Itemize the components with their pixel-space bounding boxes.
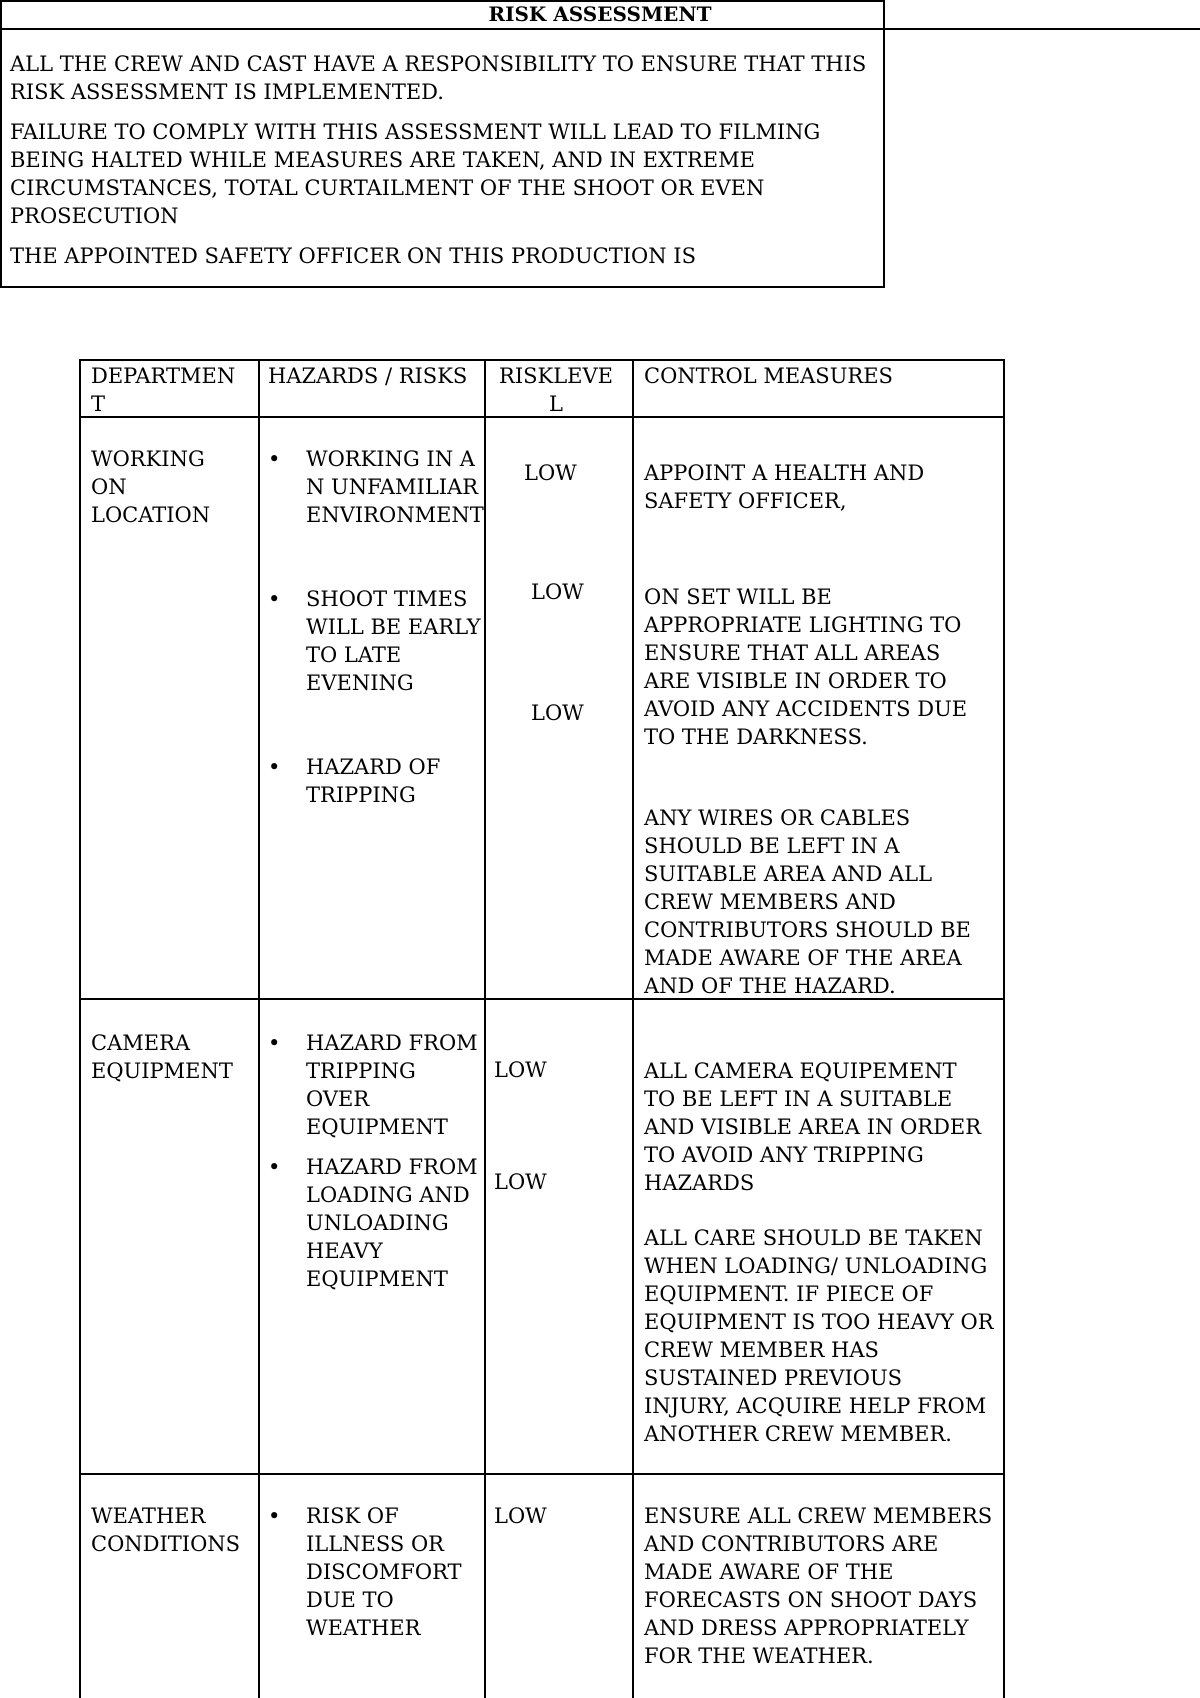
hazard-list (260, 1029, 485, 1293)
column-header-department: DEPARTMENT (91, 364, 236, 416)
header-notice (10, 52, 870, 282)
department-cell: WORKING ON LOCATION (91, 447, 211, 527)
column-header-risk-level: RISKLEVEL (499, 364, 613, 416)
hazard-list (260, 1502, 475, 1642)
column-header-control-measures: CONTROL MEASURES (644, 364, 893, 388)
department-cell: WEATHER CONDITIONS (91, 1504, 241, 1556)
hazard-item: • SHOOT TIMES WILL BE EARLY TO LATE EVENING (260, 585, 485, 697)
risk-level-value: LOW (494, 1504, 547, 1528)
hazard-item: • HAZARD FROM TRIPPING OVER EQUIPMENT (260, 1029, 485, 1141)
department-cell: CAMERA EQUIPMENT (91, 1031, 233, 1083)
control-measure: ON SET WILL BE APPROPRIATE LIGHTING TO ENSURE THAT ALL AREAS ARE VISIBLE IN ORDER TO AVOID ANY ACCIDENTS DUE TO THE DARKNESS. (644, 585, 968, 749)
hazard-item: • HAZARD OF TRIPPING (260, 753, 485, 809)
hazard-item: • WORKING IN AN UNFAMILIAR ENVIRONMENT (260, 445, 485, 529)
row-divider (79, 1473, 1005, 1475)
table-border-top (79, 359, 1005, 361)
control-measure: ALL CARE SHOULD BE TAKEN WHEN LOADING/ UNLOADING EQUIPMENT. IF PIECE OF EQUIPMENT IS TOO HEAVY OR CREW MEMBER HAS SUSTAINED PREVIOUS INJURY, ACQUIRE HELP FROM ANOTHER CREW MEMBER. (644, 1226, 994, 1446)
column-header-hazards: HAZARDS / RISKS (268, 364, 468, 388)
hazard-item: • RISK OF ILLNESS OR DISCOMFORT DUE TO WEATHER (260, 1502, 475, 1642)
risk-level-value: LOW (531, 580, 584, 604)
responsibility-paragraph: ALL THE CREW AND CAST HAVE A RESPONSIBILITY TO ENSURE THAT THIS RISK ASSESSMENT IS IMPLEMENTED. (10, 52, 867, 104)
table-border-right (1003, 359, 1005, 1698)
risk-level-value: LOW (494, 1058, 547, 1082)
risk-assessment-header-box (0, 0, 885, 288)
failure-paragraph: FAILURE TO COMPLY WITH THIS ASSESSMENT WILL LEAD TO FILMING BEING HALTED WHILE MEASURES ARE TAKEN, AND IN EXTREME CIRCUMSTANCES, TOTAL CURTAILMENT OF THE SHOOT OR EVEN PROSECUTION (10, 120, 821, 228)
control-measure: ANY WIRES OR CABLES SHOULD BE LEFT IN A SUITABLE AREA AND ALL CREW MEMBERS AND CONTRIBUTORS SHOULD BE MADE AWARE OF THE AREA AND OF THE HAZARD. (644, 806, 971, 998)
risk-level-value: LOW (531, 701, 584, 725)
risk-level-value: LOW (494, 1170, 547, 1194)
column-divider (632, 359, 634, 1698)
table-border-left (79, 359, 81, 1698)
control-measure: ENSURE ALL CREW MEMBERS AND CONTRIBUTORS ARE MADE AWARE OF THE FORECASTS ON SHOOT DAYS AND DRESS APPROPRIATELY FOR THE WEATHER. (644, 1504, 993, 1668)
control-measure: ALL CAMERA EQUIPEMENT TO BE LEFT IN A SUITABLE AND VISIBLE AREA IN ORDER TO AVOID ANY TRIPPING HAZARDS (644, 1059, 982, 1195)
risk-level-value: LOW (524, 461, 577, 485)
hazard-list (260, 445, 485, 809)
safety-officer-paragraph: THE APPOINTED SAFETY OFFICER ON THIS PRODUCTION IS (10, 244, 696, 268)
control-measure: APPOINT A HEALTH AND SAFETY OFFICER, (644, 461, 925, 513)
document-title: RISK ASSESSMENT (0, 0, 885, 30)
hazard-item: • HAZARD FROM LOADING AND UNLOADING HEAVY EQUIPMENT (260, 1153, 485, 1293)
